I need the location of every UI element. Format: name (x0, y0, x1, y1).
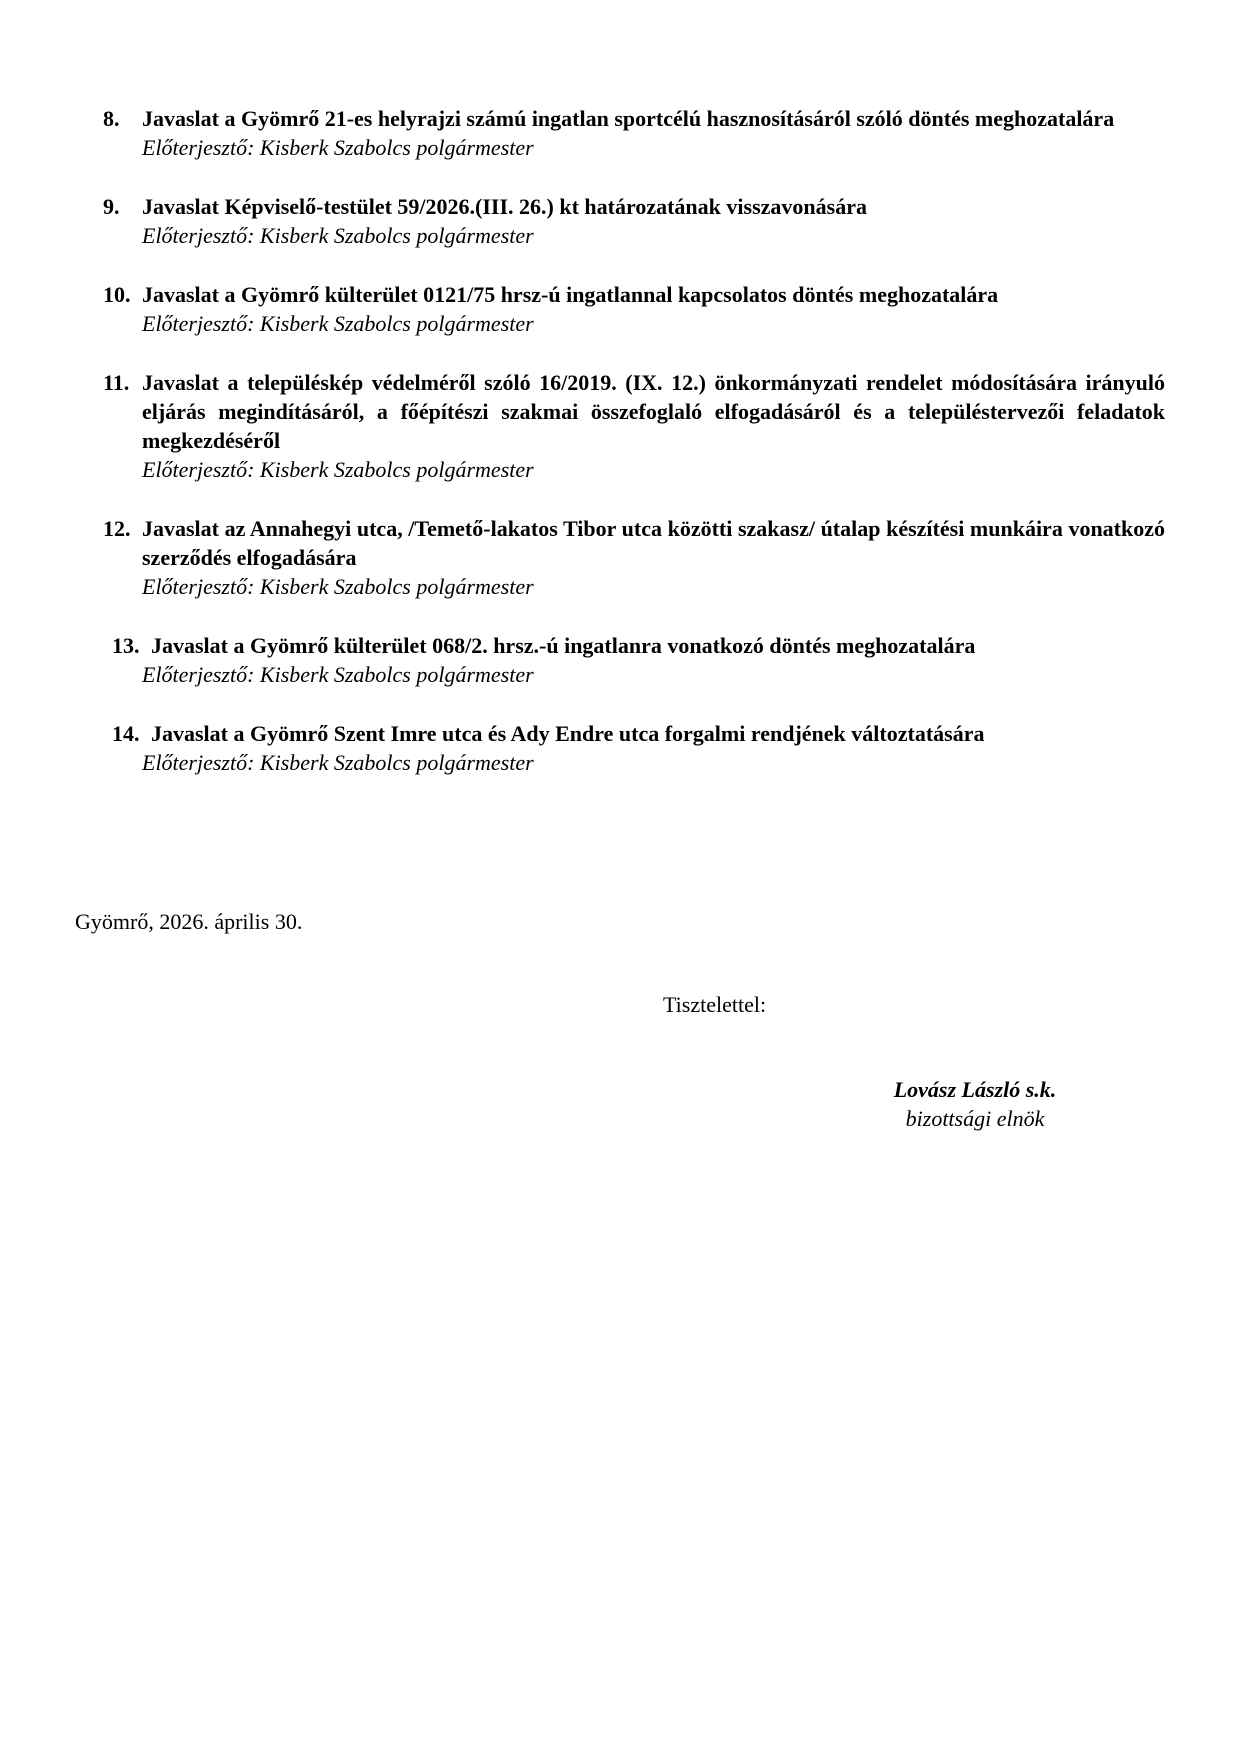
agenda-item-number: 12. (103, 516, 131, 541)
agenda-list (103, 104, 1165, 807)
agenda-item-number: 10. (103, 282, 131, 307)
signature-block (860, 1075, 1090, 1133)
agenda-item-title: Javaslat Képviselő-testület 59/2026.(III. 26.) kt határozatának visszavonására (142, 194, 867, 219)
signatory-role: bizottsági elnök (905, 1106, 1045, 1131)
agenda-item-10 (103, 280, 1165, 338)
agenda-item-number: 8. (103, 106, 120, 131)
agenda-item-title: Javaslat a településkép védelméről szóló 16/2019. (IX. 12.) önkormányzati rendelet módosítására irányuló eljárás megindításáról, a főépítészi szakmai összefoglaló elfogadásáról és a településtervezői feladatok megkezdéséről (142, 370, 1165, 453)
agenda-item-presenter: Előterjesztő: Kisberk Szabolcs polgármester (142, 457, 534, 482)
place-date: Gyömrő, 2026. április 30. (75, 909, 303, 934)
agenda-item-13 (103, 631, 1165, 689)
agenda-item-12 (103, 514, 1165, 601)
agenda-item-presenter: Előterjesztő: Kisberk Szabolcs polgármester (142, 750, 534, 775)
agenda-item-presenter: Előterjesztő: Kisberk Szabolcs polgármester (142, 662, 534, 687)
agenda-item-presenter: Előterjesztő: Kisberk Szabolcs polgármester (142, 135, 534, 160)
agenda-item-9 (103, 192, 1165, 250)
agenda-item-number: 9. (103, 194, 120, 219)
agenda-item-title: Javaslat a Gyömrő külterület 068/2. hrsz.-ú ingatlanra vonatkozó döntés meghozatalára (151, 633, 976, 658)
agenda-item-14 (103, 719, 1165, 777)
agenda-item-11 (103, 368, 1165, 484)
signatory-name: Lovász László s.k. (893, 1077, 1057, 1102)
agenda-item-title: Javaslat az Annahegyi utca, /Temető-lakatos Tibor utca közötti szakasz/ útalap készítési munkáira vonatkozó szerződés elfogadására (142, 516, 1165, 570)
agenda-item-title: Javaslat a Gyömrő Szent Imre utca és Ady Endre utca forgalmi rendjének változtatására (151, 721, 985, 746)
agenda-item-number: 14. (112, 721, 140, 746)
closing-greeting: Tisztelettel: (663, 992, 767, 1017)
agenda-item-presenter: Előterjesztő: Kisberk Szabolcs polgármester (142, 574, 534, 599)
agenda-item-title: Javaslat a Gyömrő külterület 0121/75 hrsz-ú ingatlannal kapcsolatos döntés meghozatalára (142, 282, 999, 307)
agenda-item-title: Javaslat a Gyömrő 21-es helyrajzi számú ingatlan sportcélú hasznosításáról szóló döntés meghozatalára (142, 106, 1115, 131)
agenda-item-presenter: Előterjesztő: Kisberk Szabolcs polgármester (142, 311, 534, 336)
agenda-item-number: 11. (103, 370, 130, 395)
agenda-item-8 (103, 104, 1165, 162)
agenda-item-presenter: Előterjesztő: Kisberk Szabolcs polgármester (142, 223, 534, 248)
agenda-item-number: 13. (112, 633, 140, 658)
